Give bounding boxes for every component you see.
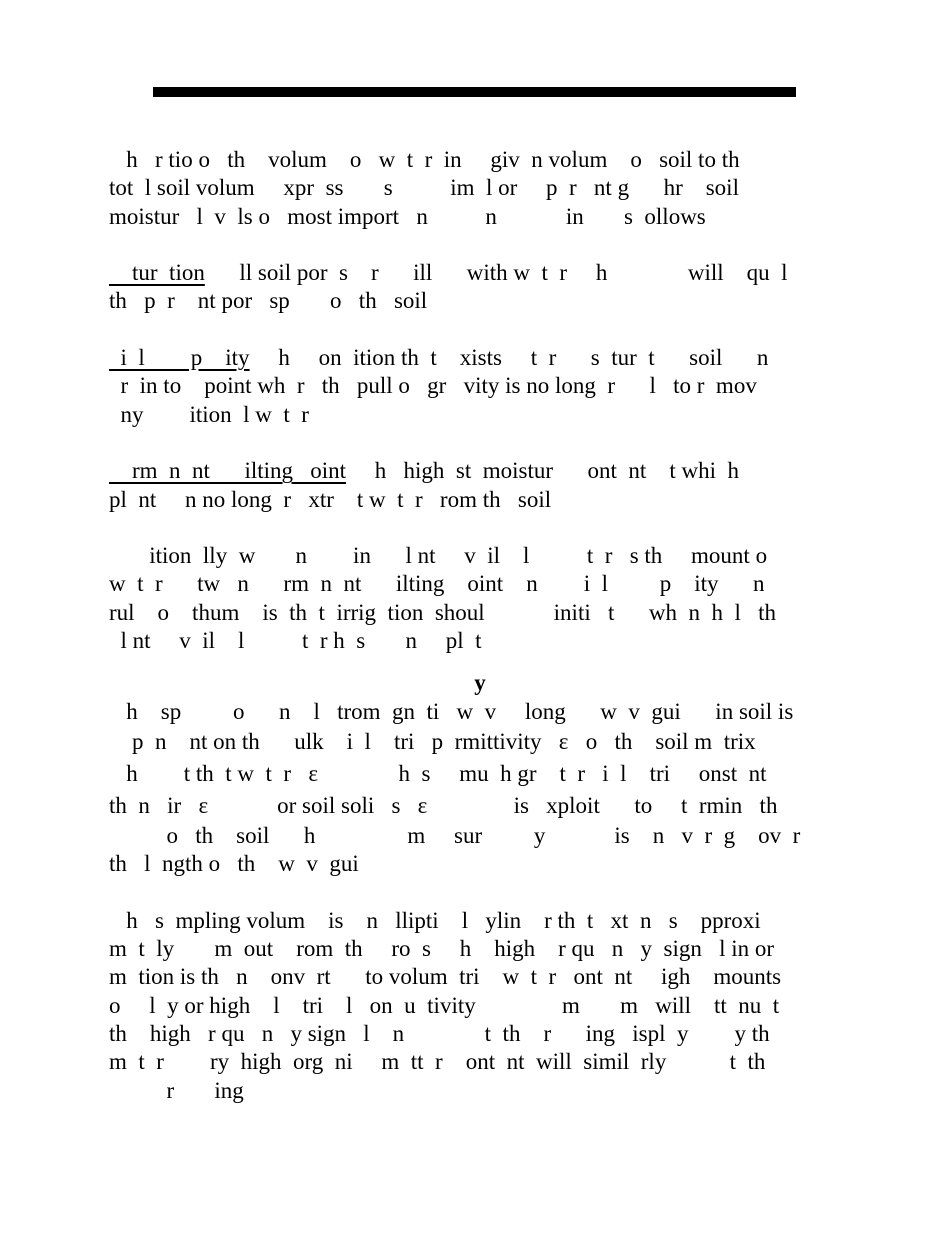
text-line: rul o thum is th t irrig tion shoul initi t wh n h l th	[109, 599, 777, 625]
text-line: o l y or high l tri l on u tivity m m will tt nu t	[109, 992, 780, 1018]
text-line	[109, 344, 851, 372]
paragraph-available-water	[109, 542, 851, 655]
text-line: r ing	[109, 1077, 244, 1103]
term-field-capacity: i l p ity	[109, 345, 250, 371]
paragraph-intro	[109, 146, 851, 231]
text-line: w t r tw n rm n nt ilting oint n i l p ity n	[109, 571, 765, 597]
paragraph-saturation	[109, 259, 851, 316]
document-body	[109, 146, 851, 1105]
term-saturation: tur tion	[109, 260, 205, 286]
text-line: th high r qu n y sign l n t th r ing ispl y y th	[109, 1021, 770, 1047]
text-line: moistur l v ls o most import n n in s ollows	[109, 203, 706, 229]
text-line: r in to point wh r th pull o gr vity is no long r l to r mov	[109, 373, 757, 399]
text-line: h r tio o th volum o w t r in giv n volum o soil to th	[109, 147, 740, 172]
term-definition: h high st moistur ont nt t whi h	[346, 458, 739, 484]
text-line: m t ly m out rom th ro s h high r qu n y sign l in or	[109, 936, 775, 962]
text-line: th p r nt por sp o th soil	[109, 288, 428, 314]
text-line: h t th t w t r ε h s mu h gr t r i l tri onst nt	[109, 760, 767, 786]
text-line	[109, 457, 851, 485]
text-line: tot l soil volum xpr ss s im l or p r nt g hr soil	[109, 175, 739, 201]
text-line: ition lly w n in l nt v il l t r s th mount o	[109, 543, 768, 569]
text-line: p n nt on th ulk i l tri p rmittivity ε o th soil m trix	[109, 728, 756, 754]
text-line: o th soil h m sur y is n v r g ov r	[109, 822, 801, 848]
text-line: h sp o n l trom gn ti w v long w v gui in soil is	[109, 698, 794, 724]
text-line: pl nt n no long r xtr t w t r rom th soil	[109, 486, 552, 512]
header-rule	[153, 87, 796, 97]
text-line: m t r ry high org ni m tt r ont nt will simil rly t th	[109, 1049, 766, 1075]
text-line: ny ition l w t r	[109, 401, 309, 427]
text-line: th n ir ε or soil soli s ε is xploit to t rmin th	[109, 792, 778, 818]
paragraph-wilting-point	[109, 457, 851, 514]
text-line: h s mpling volum is n llipti l ylin r th t xt n s pproxi	[109, 907, 761, 933]
term-definition: ll soil por s r ill with w t r h will qu l	[204, 260, 788, 286]
paragraph-field-capacity	[109, 344, 851, 429]
paragraph-sampling-volume	[109, 907, 851, 1105]
text-line: l nt v il l t r h s n pl t	[109, 628, 482, 654]
text-line: m tion is th n onv rt to volum tri w t r ont nt igh mounts	[109, 964, 782, 990]
text-line: th l ngth o th w v gui	[109, 851, 359, 877]
term-definition: h on ition th t xists t r s tur t soil n	[249, 345, 769, 371]
term-wilting-point: rm n nt ilting oint	[109, 458, 347, 484]
section-heading: y	[474, 670, 486, 696]
paragraph-tdr-principle	[109, 698, 851, 879]
text-line	[109, 259, 851, 287]
